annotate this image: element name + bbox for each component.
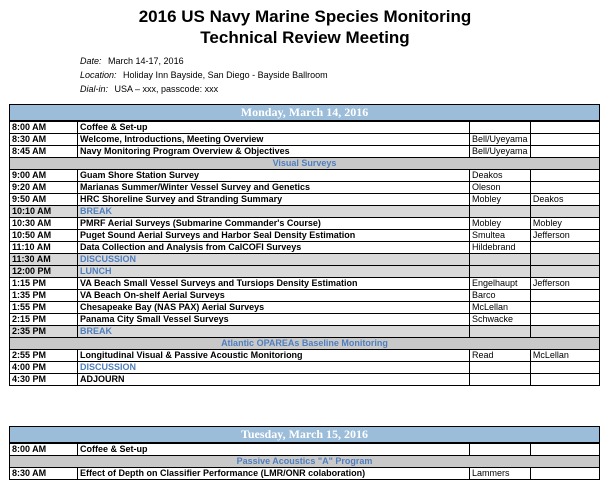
session-title: Coffee & Set-up <box>78 443 470 456</box>
speaker-primary <box>470 362 531 374</box>
section-header-row <box>10 456 600 468</box>
session-title: Marianas Summer/Winter Vessel Survey and Genetics <box>78 182 470 194</box>
session-time: 8:30 AM <box>10 134 78 146</box>
speaker-secondary <box>530 242 599 254</box>
schedule-row <box>10 182 600 194</box>
day-header-row <box>10 427 600 444</box>
speaker-secondary <box>530 290 599 302</box>
speaker-primary: Deakos <box>470 170 531 182</box>
session-time: 11:10 AM <box>10 242 78 254</box>
speaker-primary: Lammers <box>469 468 530 480</box>
session-title: Welcome, Introductions, Meeting Overview <box>78 134 470 146</box>
dialin-label: Dial-in: <box>80 84 109 94</box>
speaker-secondary <box>530 182 599 194</box>
title-line-2: Technical Review Meeting <box>200 28 410 47</box>
speaker-primary <box>470 266 531 278</box>
session-time: 8:30 AM <box>10 468 78 480</box>
speaker-secondary <box>530 134 599 146</box>
session-time: 8:00 AM <box>10 443 78 456</box>
session-title: VA Beach On-shelf Aerial Surveys <box>78 290 470 302</box>
schedule-row <box>10 314 600 326</box>
session-time: 8:00 AM <box>10 121 78 134</box>
speaker-secondary: Jefferson <box>530 230 599 242</box>
speaker-secondary <box>530 266 599 278</box>
session-title: BREAK <box>78 326 470 338</box>
tuesday-schedule-table <box>9 426 600 480</box>
location-value: Holiday Inn Bayside, San Diego - Bayside Ballroom <box>123 70 328 80</box>
session-title: Coffee & Set-up <box>78 121 470 134</box>
schedule-row <box>10 443 600 456</box>
schedule-row <box>10 278 600 290</box>
speaker-secondary <box>530 206 599 218</box>
session-title: Longitudinal Visual & Passive Acoustic Monitoriong <box>78 350 470 362</box>
session-title: DISCUSSION <box>78 362 470 374</box>
session-time: 2:55 PM <box>10 350 78 362</box>
day-heading: Tuesday, March 15, 2016 <box>10 427 600 444</box>
speaker-secondary: Jefferson <box>530 278 599 290</box>
meeting-info <box>80 54 610 96</box>
speaker-secondary <box>530 121 599 134</box>
speaker-primary: Read <box>470 350 531 362</box>
title-line-1: 2016 US Navy Marine Species Monitoring <box>138 7 472 26</box>
date-line <box>80 54 610 68</box>
session-title: Navy Monitoring Program Overview & Objectives <box>78 146 470 158</box>
location-label: Location: <box>80 70 117 80</box>
session-title: Effect of Depth on Classifier Performance (LMR/ONR colaboration) <box>78 468 470 480</box>
session-time: 2:35 PM <box>10 326 78 338</box>
speaker-primary <box>470 326 531 338</box>
speaker-primary: Hildebrand <box>470 242 531 254</box>
schedule-row <box>10 170 600 182</box>
speaker-primary: Bell/Uyeyama <box>470 146 531 158</box>
section-label: Visual Surveys <box>10 158 600 170</box>
schedule-row <box>10 350 600 362</box>
speaker-primary <box>470 206 531 218</box>
speaker-secondary <box>530 302 599 314</box>
schedule-row <box>10 254 600 266</box>
session-time: 10:50 AM <box>10 230 78 242</box>
speaker-primary: Smultea <box>470 230 531 242</box>
speaker-primary: Schwacke <box>470 314 531 326</box>
session-time: 1:15 PM <box>10 278 78 290</box>
speaker-secondary: McLellan <box>530 350 599 362</box>
session-time: 4:00 PM <box>10 362 78 374</box>
session-time: 1:35 PM <box>10 290 78 302</box>
schedule-row <box>10 266 600 278</box>
session-time: 4:30 PM <box>10 374 78 386</box>
date-label: Date: <box>80 56 102 66</box>
speaker-primary: McLellan <box>470 302 531 314</box>
session-title: PMRF Aerial Surveys (Submarine Commander's Course) <box>78 218 470 230</box>
session-time: 10:10 AM <box>10 206 78 218</box>
speaker-primary <box>470 121 531 134</box>
section-label: Atlantic OPAREAs Baseline Monitoring <box>10 338 600 350</box>
speaker-secondary <box>530 443 599 456</box>
speaker-secondary <box>530 374 599 386</box>
session-title: Guam Shore Station Survey <box>78 170 470 182</box>
date-value: March 14-17, 2016 <box>108 56 184 66</box>
session-time: 12:00 PM <box>10 266 78 278</box>
speaker-primary: Bell/Uyeyama <box>470 134 531 146</box>
session-time: 1:55 PM <box>10 302 78 314</box>
speaker-primary: Mobley <box>470 194 531 206</box>
document-header <box>0 6 610 96</box>
schedule-row <box>10 374 600 386</box>
schedule-row <box>10 302 600 314</box>
section-header-row <box>10 338 600 350</box>
section-header-row <box>10 158 600 170</box>
session-title: LUNCH <box>78 266 470 278</box>
schedule-row <box>10 290 600 302</box>
speaker-secondary <box>530 146 599 158</box>
dialin-value: USA – xxx, passcode: xxx <box>114 84 219 94</box>
dialin-line <box>80 82 610 96</box>
schedule-row <box>10 218 600 230</box>
speaker-primary <box>470 254 531 266</box>
monday-schedule-table <box>9 104 600 386</box>
day-header-row <box>10 105 600 122</box>
session-time: 9:00 AM <box>10 170 78 182</box>
speaker-secondary <box>530 314 599 326</box>
speaker-primary: Engelhaupt <box>470 278 531 290</box>
schedule-row <box>10 194 600 206</box>
session-title: Panama City Small Vessel Surveys <box>78 314 470 326</box>
session-time: 9:50 AM <box>10 194 78 206</box>
speaker-secondary: Mobley <box>530 218 599 230</box>
day-heading: Monday, March 14, 2016 <box>10 105 600 122</box>
session-time: 9:20 AM <box>10 182 78 194</box>
speaker-primary: Barco <box>470 290 531 302</box>
schedule-row <box>10 146 600 158</box>
schedule-row <box>10 206 600 218</box>
schedule-row <box>10 230 600 242</box>
speaker-primary <box>469 443 530 456</box>
schedule-row <box>10 121 600 134</box>
speaker-secondary <box>530 326 599 338</box>
schedule-row <box>10 362 600 374</box>
schedule-row <box>10 134 600 146</box>
session-title: Data Collection and Analysis from CalCOFI Surveys <box>78 242 470 254</box>
speaker-primary <box>470 374 531 386</box>
speaker-primary: Mobley <box>470 218 531 230</box>
session-time: 8:45 AM <box>10 146 78 158</box>
location-line <box>80 68 610 82</box>
speaker-secondary <box>530 362 599 374</box>
schedule-row <box>10 242 600 254</box>
document-title <box>0 6 610 48</box>
speaker-primary: Oleson <box>470 182 531 194</box>
session-title: DISCUSSION <box>78 254 470 266</box>
session-title: ADJOURN <box>78 374 470 386</box>
session-title: VA Beach Small Vessel Surveys and Tursiops Density Estimation <box>78 278 470 290</box>
session-time: 10:30 AM <box>10 218 78 230</box>
speaker-secondary: Deakos <box>530 194 599 206</box>
speaker-secondary <box>530 170 599 182</box>
session-title: HRC Shoreline Survey and Stranding Summary <box>78 194 470 206</box>
schedule-row <box>10 326 600 338</box>
schedule-row <box>10 468 600 480</box>
speaker-secondary <box>530 468 599 480</box>
session-title: Puget Sound Aerial Surveys and Harbor Seal Density Estimation <box>78 230 470 242</box>
session-title: Chesapeake Bay (NAS PAX) Aerial Surveys <box>78 302 470 314</box>
speaker-secondary <box>530 254 599 266</box>
section-label: Passive Acoustics "A" Program <box>10 456 600 468</box>
session-title: BREAK <box>78 206 470 218</box>
session-time: 11:30 AM <box>10 254 78 266</box>
session-time: 2:15 PM <box>10 314 78 326</box>
